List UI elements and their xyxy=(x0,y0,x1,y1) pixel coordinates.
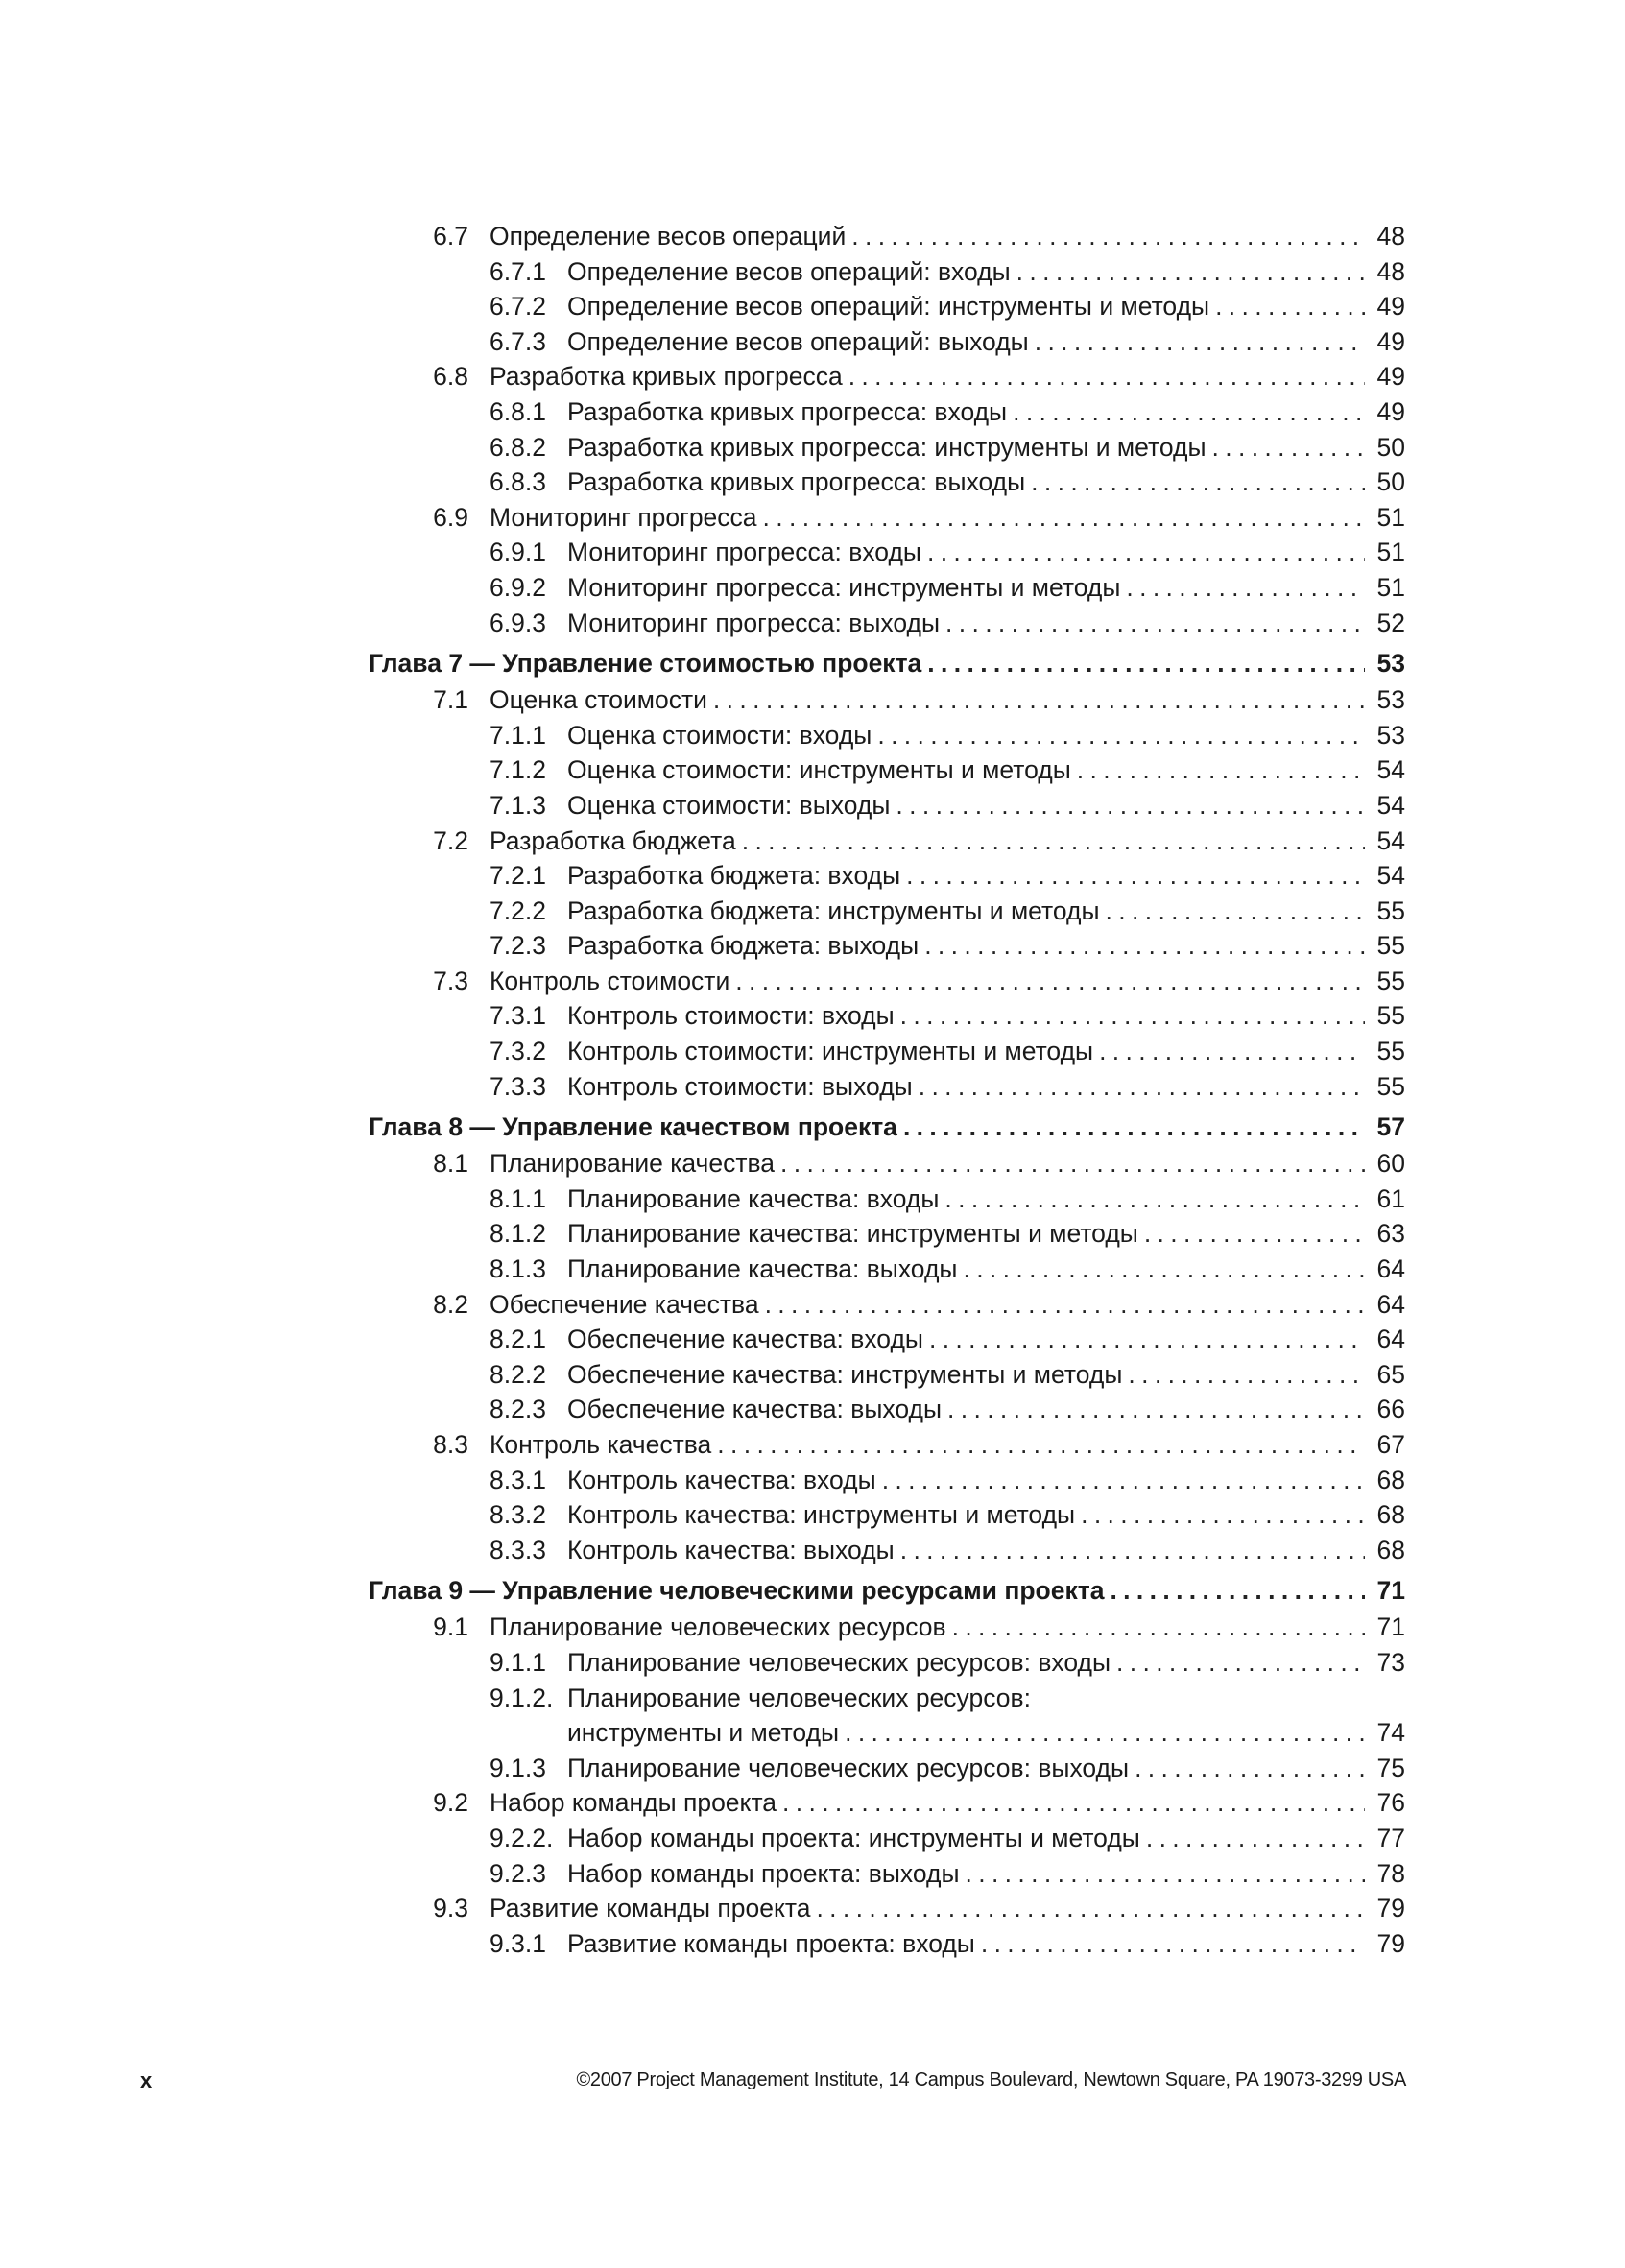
toc-entry-number: 6.8.3 xyxy=(490,467,546,497)
toc-entry-title: Глава 9 — Управление человеческими ресурсами проекта xyxy=(369,1576,1105,1606)
toc-entry-page: 55 xyxy=(1376,931,1405,961)
toc-entry-number: 7.1.2 xyxy=(490,755,546,785)
dot-leader xyxy=(1146,1821,1365,1856)
toc-entry-page: 79 xyxy=(1376,1928,1405,1958)
toc-entry-title: Оценка стоимости: входы xyxy=(567,720,872,750)
toc-entry-title: Контроль стоимости: входы xyxy=(567,1001,895,1031)
dot-leader xyxy=(1035,324,1365,360)
dot-leader xyxy=(1215,289,1365,324)
toc-entry[interactable] xyxy=(369,1287,1405,1323)
toc-entry-title: Контроль качества: инструменты и методы xyxy=(567,1500,1076,1530)
toc-entry-number: 9.3 xyxy=(433,1894,468,1923)
toc-entry[interactable] xyxy=(369,858,1405,894)
toc-entry-title: Контроль стоимости: инструменты и методы xyxy=(567,1037,1094,1066)
toc-entry-title: Планирование качества: входы xyxy=(567,1183,940,1213)
toc-entry-number: 7.3.3 xyxy=(490,1071,546,1101)
toc-entry-title: Контроль качества xyxy=(490,1430,712,1459)
toc-entry-page: 54 xyxy=(1376,825,1405,855)
dot-leader xyxy=(1135,1751,1365,1786)
toc-entry[interactable] xyxy=(369,1926,1405,1962)
toc-entry-title: Контроль качества: выходы xyxy=(567,1535,895,1564)
toc-entry-page: 54 xyxy=(1376,861,1405,891)
toc-entry-title: Определение весов операций: выходы xyxy=(567,326,1029,356)
toc-chapter-entry[interactable] xyxy=(369,1110,1405,1146)
toc-entry-page: 53 xyxy=(1376,649,1405,679)
toc-entry-page: 60 xyxy=(1376,1149,1405,1179)
dot-leader xyxy=(816,1891,1365,1926)
toc-entry-number: 8.1.2 xyxy=(490,1219,546,1249)
toc-entry[interactable] xyxy=(369,1322,1405,1357)
toc-entry-page: 64 xyxy=(1376,1325,1405,1354)
toc-entry-page: 79 xyxy=(1376,1894,1405,1923)
toc-entry[interactable] xyxy=(369,500,1405,536)
toc-entry[interactable] xyxy=(369,535,1405,570)
toc-entry-title: Разработка кривых прогресса: входы xyxy=(567,396,1008,426)
toc-entry-page: 48 xyxy=(1376,222,1405,251)
dot-leader xyxy=(944,1182,1365,1217)
toc-entry-number: 6.8.2 xyxy=(490,432,546,462)
toc-entry[interactable] xyxy=(369,1463,1405,1498)
toc-entry-number: 9.1 xyxy=(433,1612,468,1642)
toc-entry-title: Планирование человеческих ресурсов: xyxy=(567,1683,1031,1712)
toc-entry[interactable] xyxy=(369,1392,1405,1427)
toc-entry-page: 57 xyxy=(1376,1112,1405,1142)
toc-entry[interactable] xyxy=(369,1645,1405,1681)
toc-entry-number: 8.2.1 xyxy=(490,1325,546,1354)
toc-entry-page: 67 xyxy=(1376,1430,1405,1459)
copyright-notice: ©2007 Project Management Institute, 14 Campus Boulevard, Newtown Square, PA 19073-3299 USA xyxy=(576,2069,1406,2090)
toc-entry-number: 7.2 xyxy=(433,825,468,855)
toc-entry[interactable] xyxy=(369,606,1405,641)
page-number: x xyxy=(140,2068,153,2092)
toc-entry-title: Мониторинг прогресса xyxy=(490,502,757,532)
toc-entry-title: Планирование человеческих ресурсов xyxy=(490,1612,946,1642)
toc-entry-page: 50 xyxy=(1376,432,1405,462)
toc-entry-number: 9.1.2. xyxy=(490,1683,554,1712)
dot-leader xyxy=(780,1146,1365,1182)
toc-entry-page: 63 xyxy=(1376,1219,1405,1249)
toc-entry-title: Определение весов операций xyxy=(490,222,847,251)
dot-leader xyxy=(900,998,1365,1034)
toc-entry-title: Контроль стоимости xyxy=(490,966,730,995)
toc-entry-number: 9.2.3 xyxy=(490,1858,546,1888)
toc-entry-page: 51 xyxy=(1376,572,1405,602)
toc-chapter-entry[interactable] xyxy=(369,646,1405,682)
toc-entry-page: 66 xyxy=(1376,1395,1405,1424)
toc-entry-page: 55 xyxy=(1376,895,1405,925)
toc-entry-title: Глава 7 — Управление стоимостью проекта xyxy=(369,649,922,679)
toc-entry[interactable] xyxy=(369,430,1405,466)
toc-entry-number: 7.3.1 xyxy=(490,1001,546,1031)
toc-entry-page: 55 xyxy=(1376,1071,1405,1101)
toc-entry-title: Набор команды проекта: инструменты и методы xyxy=(567,1823,1140,1852)
toc-entry[interactable] xyxy=(369,1891,1405,1926)
toc-entry[interactable] xyxy=(369,1216,1405,1252)
toc-entry-page: 51 xyxy=(1376,502,1405,532)
toc-entry[interactable] xyxy=(369,1856,1405,1892)
toc-entry-page: 52 xyxy=(1376,608,1405,637)
toc-entry-number: 8.3.2 xyxy=(490,1500,546,1530)
toc-entry-number: 6.8.1 xyxy=(490,396,546,426)
toc-entry-title: Развитие команды проекта xyxy=(490,1894,811,1923)
toc-entry-number: 8.3 xyxy=(433,1430,468,1459)
dot-leader xyxy=(882,1463,1365,1498)
toc-entry[interactable] xyxy=(369,998,1405,1034)
toc-entry-number: 9.1.1 xyxy=(490,1647,546,1677)
dot-leader xyxy=(765,1287,1365,1323)
dot-leader xyxy=(927,535,1365,570)
toc-entry-title: инструменты и методы xyxy=(567,1718,840,1748)
toc-entry-number: 6.9.2 xyxy=(490,572,546,602)
dot-leader xyxy=(848,359,1365,394)
dot-leader xyxy=(1128,1357,1365,1393)
toc-entry[interactable] xyxy=(369,752,1405,788)
toc-entry-title: Развитие команды проекта: входы xyxy=(567,1928,975,1958)
dot-leader xyxy=(1106,894,1365,929)
toc-entry[interactable] xyxy=(369,1069,1405,1105)
toc-entry-title: Обеспечение качества: входы xyxy=(567,1325,923,1354)
toc-entry-number: 7.1 xyxy=(433,685,468,715)
toc-entry-title: Глава 8 — Управление качеством проекта xyxy=(369,1112,897,1142)
toc-entry-number: 7.1.3 xyxy=(490,790,546,820)
toc-entry[interactable] xyxy=(369,1785,1405,1821)
toc-entry[interactable] xyxy=(369,1610,1405,1645)
dot-leader xyxy=(924,928,1365,964)
toc-entry-number: 9.2.2. xyxy=(490,1823,554,1852)
toc-entry-page: 49 xyxy=(1376,396,1405,426)
toc-entry-title: Разработка бюджета: выходы xyxy=(567,931,920,961)
dot-leader xyxy=(963,1252,1365,1287)
toc-entry-page: 75 xyxy=(1376,1753,1405,1782)
toc-entry[interactable] xyxy=(369,682,1405,718)
dot-leader xyxy=(929,1322,1365,1357)
toc-entry-page: 71 xyxy=(1376,1576,1405,1606)
toc-entry-title: Определение весов операций: входы xyxy=(567,256,1011,286)
toc-entry-page: 48 xyxy=(1376,256,1405,286)
toc-entry-page: 77 xyxy=(1376,1823,1405,1852)
dot-leader xyxy=(1116,1645,1365,1681)
toc-entry-number: 7.3 xyxy=(433,966,468,995)
toc-chapter-entry[interactable] xyxy=(369,1573,1405,1610)
toc-entry-title: Разработка бюджета: инструменты и методы xyxy=(567,895,1100,925)
toc-entry[interactable] xyxy=(369,1533,1405,1568)
dot-leader xyxy=(919,1069,1365,1105)
dot-leader xyxy=(735,964,1365,999)
toc-entry-page: 68 xyxy=(1376,1465,1405,1494)
toc-entry-number: 9.3.1 xyxy=(490,1928,546,1958)
toc-entry-number: 8.2.2 xyxy=(490,1359,546,1389)
toc-entry-number: 6.8 xyxy=(433,362,468,392)
toc-entry-page: 51 xyxy=(1376,537,1405,567)
toc-entry-page: 61 xyxy=(1376,1183,1405,1213)
toc-entry-number: 8.2 xyxy=(433,1289,468,1319)
toc-entry-number: 9.2 xyxy=(433,1788,468,1818)
dot-leader xyxy=(900,1533,1365,1568)
toc-entry-page: 54 xyxy=(1376,755,1405,785)
toc-entry-number: 7.2.2 xyxy=(490,895,546,925)
toc-entry-title: Мониторинг прогресса: инструменты и методы xyxy=(567,572,1121,602)
toc-entry[interactable] xyxy=(369,1821,1405,1856)
toc-entry-page: 55 xyxy=(1376,1037,1405,1066)
dot-leader xyxy=(903,1110,1365,1145)
toc-entry[interactable] xyxy=(369,324,1405,360)
toc-entry-page: 54 xyxy=(1376,790,1405,820)
toc-entry-page: 74 xyxy=(1376,1718,1405,1748)
dot-leader xyxy=(1099,1034,1365,1069)
dot-leader xyxy=(1013,394,1365,430)
toc-entry-title: Контроль качества: входы xyxy=(567,1465,876,1494)
toc-entry[interactable] xyxy=(369,254,1405,290)
toc-entry-title: Разработка бюджета xyxy=(490,825,736,855)
dot-leader xyxy=(1016,254,1365,290)
dot-leader xyxy=(782,1785,1365,1821)
toc-entry[interactable] xyxy=(369,219,1405,254)
toc-entry-title: Оценка стоимости: инструменты и методы xyxy=(567,755,1071,785)
toc-entry[interactable] xyxy=(369,928,1405,964)
dot-leader xyxy=(1144,1216,1365,1252)
dot-leader xyxy=(1081,1497,1365,1533)
toc-entry-page: 53 xyxy=(1376,685,1405,715)
toc-entry-title: Планирование человеческих ресурсов: выходы xyxy=(567,1753,1130,1782)
toc-entry-page: 65 xyxy=(1376,1359,1405,1389)
dot-leader xyxy=(1212,430,1365,466)
toc-entry-title: Планирование качества: инструменты и методы xyxy=(567,1219,1138,1249)
toc-entry-number: 6.7 xyxy=(433,222,468,251)
toc-entry-title: Контроль стоимости: выходы xyxy=(567,1071,913,1101)
toc-entry[interactable] xyxy=(369,394,1405,430)
toc-entry-title: Разработка кривых прогресса xyxy=(490,362,843,392)
dot-leader xyxy=(763,500,1365,536)
toc-entry-title: Разработка бюджета: входы xyxy=(567,861,901,891)
dot-leader xyxy=(896,788,1365,824)
toc-entry-title: Разработка кривых прогресса: выходы xyxy=(567,467,1026,497)
dot-leader xyxy=(1031,465,1365,500)
toc-entry[interactable] xyxy=(369,1497,1405,1533)
dot-leader xyxy=(927,646,1365,681)
toc-entry-page: 76 xyxy=(1376,1788,1405,1818)
toc-entry-title: Планирование человеческих ресурсов: входы xyxy=(567,1647,1111,1677)
dot-leader xyxy=(1077,752,1365,788)
dot-leader xyxy=(717,1427,1365,1463)
toc-entry-page: 64 xyxy=(1376,1254,1405,1284)
toc-entry[interactable] xyxy=(369,1182,1405,1217)
toc-entry-title: Мониторинг прогресса: входы xyxy=(567,537,921,567)
toc-entry-page: 50 xyxy=(1376,467,1405,497)
toc-entry[interactable] xyxy=(369,359,1405,394)
toc-entry-page: 71 xyxy=(1376,1612,1405,1642)
dot-leader xyxy=(877,718,1365,753)
toc-entry-title: Обеспечение качества xyxy=(490,1289,759,1319)
toc-entry-number: 8.1.3 xyxy=(490,1254,546,1284)
toc-entry-number: 8.2.3 xyxy=(490,1395,546,1424)
toc-entry-number: 8.3.1 xyxy=(490,1465,546,1494)
toc-entry[interactable] xyxy=(369,1427,1405,1463)
toc-entry-title: Обеспечение качества: инструменты и методы xyxy=(567,1359,1123,1389)
toc-entry-title: Разработка кривых прогресса: инструменты и методы xyxy=(567,432,1207,462)
toc-entry-page: 49 xyxy=(1376,362,1405,392)
toc-entry[interactable] xyxy=(369,1357,1405,1393)
toc-entry[interactable] xyxy=(369,964,1405,999)
dot-leader xyxy=(742,824,1365,859)
toc-entry-title: Планирование качества xyxy=(490,1149,775,1179)
toc-entry-number: 7.2.1 xyxy=(490,861,546,891)
table-of-contents xyxy=(369,219,1405,1961)
toc-entry-number: 6.7.3 xyxy=(490,326,546,356)
toc-entry-number: 6.9.1 xyxy=(490,537,546,567)
toc-entry-number: 8.3.3 xyxy=(490,1535,546,1564)
toc-entry[interactable] xyxy=(369,824,1405,859)
dot-leader xyxy=(845,1715,1365,1751)
toc-entry-page: 55 xyxy=(1376,966,1405,995)
toc-entry-number: 8.1 xyxy=(433,1149,468,1179)
toc-entry[interactable] xyxy=(369,289,1405,324)
toc-entry-number: 6.9.3 xyxy=(490,608,546,637)
toc-entry-page: 49 xyxy=(1376,326,1405,356)
toc-entry-title: Оценка стоимости: выходы xyxy=(567,790,891,820)
dot-leader xyxy=(952,1610,1365,1645)
toc-entry[interactable] xyxy=(369,1715,1405,1751)
dot-leader xyxy=(713,682,1365,718)
toc-entry-page: 53 xyxy=(1376,720,1405,750)
toc-entry[interactable] xyxy=(369,1146,1405,1182)
dot-leader xyxy=(966,1856,1366,1892)
dot-leader xyxy=(906,858,1365,894)
toc-entry-title: Набор команды проекта xyxy=(490,1788,777,1818)
toc-entry-number: 8.1.1 xyxy=(490,1183,546,1213)
toc-entry-number: 7.1.1 xyxy=(490,720,546,750)
dot-leader xyxy=(945,606,1365,641)
toc-entry[interactable] xyxy=(369,718,1405,753)
dot-leader xyxy=(851,219,1365,254)
toc-entry-page: 78 xyxy=(1376,1858,1405,1888)
dot-leader xyxy=(1110,1573,1365,1609)
toc-entry-page: 68 xyxy=(1376,1535,1405,1564)
toc-entry-number: 9.1.3 xyxy=(490,1753,546,1782)
dot-leader xyxy=(947,1392,1365,1427)
toc-entry-page: 55 xyxy=(1376,1001,1405,1031)
toc-entry-number: 6.7.1 xyxy=(490,256,546,286)
dot-leader xyxy=(981,1926,1365,1962)
toc-entry-title: Определение весов операций: инструменты и методы xyxy=(567,292,1210,322)
toc-entry-title: Обеспечение качества: выходы xyxy=(567,1395,943,1424)
toc-entry-page: 64 xyxy=(1376,1289,1405,1319)
toc-entry[interactable] xyxy=(369,1681,1405,1716)
toc-entry[interactable] xyxy=(369,1751,1405,1786)
dot-leader xyxy=(1126,570,1365,606)
toc-entry-page: 49 xyxy=(1376,292,1405,322)
toc-entry[interactable] xyxy=(369,894,1405,929)
toc-entry-title: Оценка стоимости xyxy=(490,685,707,715)
toc-entry-page: 73 xyxy=(1376,1647,1405,1677)
toc-entry-page: 68 xyxy=(1376,1500,1405,1530)
toc-entry-number: 7.3.2 xyxy=(490,1037,546,1066)
toc-entry-title: Мониторинг прогресса: выходы xyxy=(567,608,941,637)
toc-entry[interactable] xyxy=(369,1252,1405,1287)
toc-entry-title: Набор команды проекта: выходы xyxy=(567,1858,960,1888)
toc-entry[interactable] xyxy=(369,1034,1405,1069)
toc-entry[interactable] xyxy=(369,570,1405,606)
toc-entry-number: 6.7.2 xyxy=(490,292,546,322)
toc-entry-number: 6.9 xyxy=(433,502,468,532)
toc-entry-title: Планирование качества: выходы xyxy=(567,1254,958,1284)
toc-entry-number: 7.2.3 xyxy=(490,931,546,961)
toc-entry[interactable] xyxy=(369,788,1405,824)
toc-entry[interactable] xyxy=(369,465,1405,500)
